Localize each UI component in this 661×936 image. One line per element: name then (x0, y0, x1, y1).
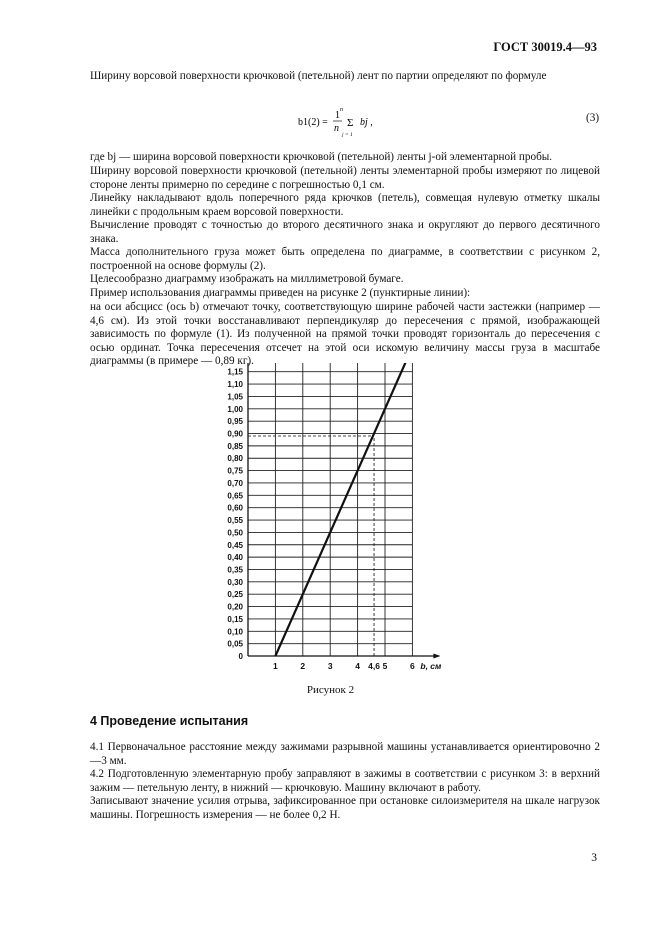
paragraph-millimeter-paper: Целесообразно диаграмму изображать на миллиметровой бумаге. (90, 273, 404, 285)
document-code-header: ГОСТ 30019.4—93 (493, 40, 597, 54)
section-title: 4 Проведение испытания (90, 714, 249, 728)
paragraph-diagram-mass: Масса дополнительного груза может быть определена по диаграмме, в соответствии с рисунком 2, построенной на основе формулы (2). (90, 246, 600, 272)
y-tick-label: 0,10 (227, 627, 243, 637)
figure-caption: Рисунок 2 (306, 684, 355, 696)
y-tick-label: 0,45 (227, 540, 243, 550)
x-tick-label: 4 (355, 661, 360, 671)
formula-sum: Σ (347, 117, 354, 129)
y-tick-label: 0,40 (227, 553, 243, 563)
y-tick-label: 0,90 (227, 429, 243, 439)
x-tick-label: 4,6 (368, 661, 380, 671)
x-tick-label: 3 (327, 661, 333, 671)
paragraph-record-force: Записывают значение усилия отрыва, зафиксированное при остановке силоизмерителя на шкале нагрузок машины. Погрешность измерения — не более 0,2 Н. (90, 795, 600, 821)
y-tick-label: 0,05 (227, 639, 243, 649)
y-tick-label: 0,55 (227, 516, 243, 526)
formula-lhs: b1(2) = (298, 117, 328, 128)
paragraph-ruler: Линейку накладывают вдоль поперечного ряда крючков (петель), совмещая нулевую отметку шкалы линейки с продольным краем ворсовой поверхности. (90, 192, 600, 218)
y-tick-label: 1,10 (227, 380, 243, 390)
y-tick-label: 0,30 (227, 577, 243, 587)
y-tick-label: 0,60 (227, 503, 243, 513)
formula-sum-top: n (340, 107, 343, 113)
y-tick-label: 0,15 (227, 614, 243, 624)
x-axis-arrow (433, 654, 440, 659)
formula-frac-num: 1 (335, 110, 340, 121)
y-tick-label: 0,95 (227, 417, 243, 427)
y-tick-label: 0,65 (227, 491, 243, 501)
y-tick-label (227, 363, 243, 364)
paragraph-example-intro: Пример использования диаграммы приведен на рисунке 2 (пунктирные линии): (90, 287, 471, 299)
formula-3 (298, 107, 388, 140)
y-tick-label: 0,70 (227, 478, 243, 488)
paragraph-formula-intro: Ширину ворсовой поверхности крючковой (петельной) лент по партии определяют по формуле (90, 70, 547, 82)
chart-svg (212, 363, 442, 673)
x-tick-label: 5 (382, 661, 388, 671)
x-tick-label: 2 (300, 661, 306, 671)
paragraph-4-1: 4.1 Первоначальное расстояние между зажимами разрывной машины устанавливается ориентировочно 2—3 мм. (90, 741, 600, 767)
x-tick-label: 6 (410, 661, 415, 671)
paragraph-4-2: 4.2 Подготовленную элементарную пробу заправляют в зажимы в соответствии с рисунком 3: в верхний зажим — петельную ленту, в нижний — крючковую. Машину включают в работу. (90, 768, 600, 794)
y-tick-label: 1,15 (227, 367, 243, 377)
y-tick-label: 1,05 (227, 392, 243, 402)
diagram-figure-2 (212, 363, 442, 676)
y-tick-label: 0,85 (227, 441, 243, 451)
formula-number: (3) (586, 112, 600, 124)
y-tick-label: 0 (238, 652, 243, 661)
y-tick-label: 0,50 (227, 528, 243, 538)
y-tick-label: 1,00 (227, 404, 243, 414)
series-line (275, 363, 412, 656)
formula-frac-den: n (334, 123, 339, 134)
x-axis-label: b, см (420, 661, 442, 671)
y-tick-label: 0,25 (227, 590, 243, 600)
y-tick-label: 0,80 (227, 454, 243, 464)
x-tick-label: 1 (273, 661, 278, 671)
y-tick-label: 0,75 (227, 466, 243, 476)
paragraph-example-steps: на оси абсцисс (ось b) отмечают точку, соответствующую ширине рабочей части застежки (например — 4,6 см). Из этой точки восстанавливают перпендикуляр до пересечения с прямой, изображающей зависимость по формуле (1). Из полученной на прямой точки проводят горизонталь до пересечения с осью ординат. Точка пересечения отсечет на этой оси искомую величину массы груза в масштабе диаграммы (в примере — 0,89 кг). (90, 301, 600, 368)
paragraph-bj-definition: где bj — ширина ворсовой поверхности крючковой (петельной) ленты j-ой элементарной пробы. (90, 151, 553, 163)
formula-sum-bottom: j = 1 (342, 132, 353, 137)
paragraph-calculation: Вычисление проводят с точностью до второго десятичного знака и округляют до первого десятичного знака. (90, 219, 600, 245)
paragraph-measurement: Ширину ворсовой поверхности крючковой (петельной) ленты элементарной пробы измеряют по лицевой стороне ленты примерно по середине с погрешностью 0,1 см. (90, 165, 600, 191)
y-tick-label: 0,35 (227, 565, 243, 575)
page-number: 3 (591, 852, 597, 864)
formula-term: bj , (360, 117, 373, 128)
y-tick-label: 0,20 (227, 602, 243, 612)
formula-3-svg (298, 107, 388, 137)
